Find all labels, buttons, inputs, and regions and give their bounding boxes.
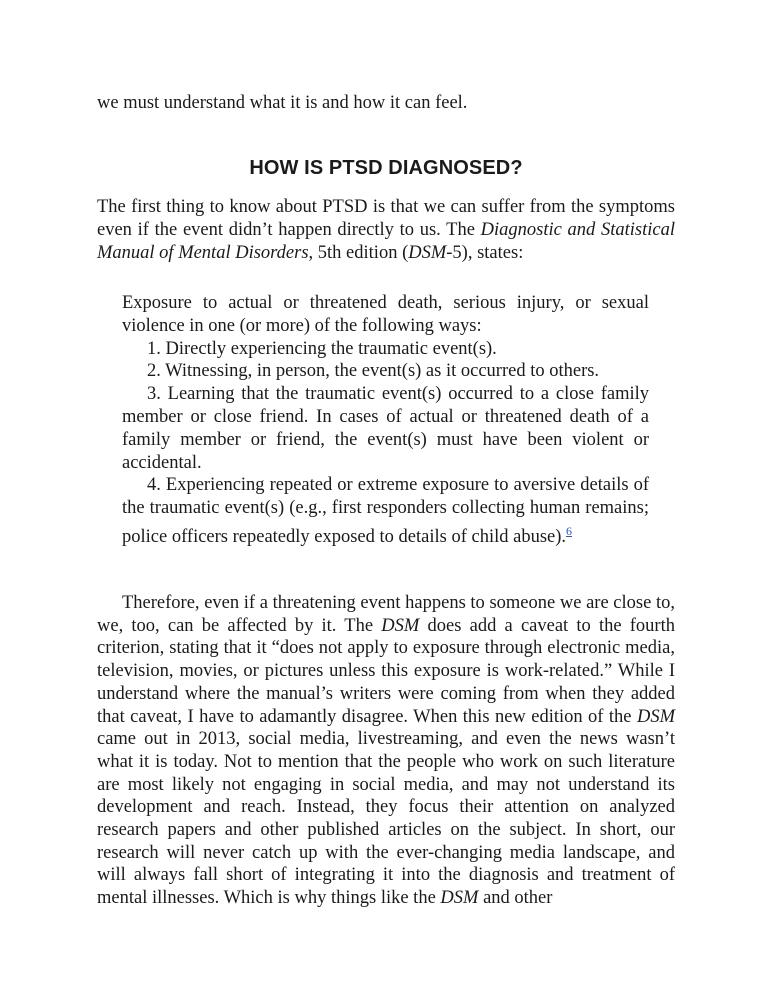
quote-lead: Exposure to actual or threatened death, serious injury, or sexual violence in one (or more) of the following ways: [122,293,649,336]
block-quote [122,292,649,549]
intro-text-3: -5), states: [446,243,524,263]
intro-text-1: The first thing to know about PTSD is that we can suffer from the symptoms even if the event didn’t happen directly to us. The [97,197,675,240]
body-paragraph [97,592,675,910]
manual-title: Diagnostic and Statistical Manual of Mental Disorders [97,220,675,263]
intro-text-2: , 5th edition ( [308,243,409,263]
footnote-marker [566,522,572,539]
dsm-reference-1: DSM [381,615,420,636]
body-text-1: Therefore, even if a threatening event happens to someone we are close to, we, too, can be affected by it. The [97,593,675,636]
dsm-reference-2: DSM [636,706,675,727]
criterion-item-3: 3. Learning that the traumatic event(s) occurred to a close family member or close friend. In cases of actual or threatened death of a family member or friend, the event(s) must have been violent or accidental. [122,384,649,473]
dsm-abbreviation: DSM [408,243,447,263]
continued-paragraph-end: we must understand what it is and how it can feel. [97,93,468,113]
criterion-item-2: 2. Witnessing, in person, the event(s) as it occurred to others. [147,361,600,382]
body-text-2: does add a caveat to the fourth criterion, stating that it “does not apply to exposure through electronic media, television, movies, or pictures unless this exposure is work-related.” While I understand where the manual’s writers were coming from when they added that caveat, I have to adamantly disagree. When this new edition of the [97,615,675,727]
body-text-4: and other [478,888,553,909]
body-text-3: came out in 2013, social media, livestreaming, and even the news wasn’t what it is today. Not to mention that the people who work on such literature are most likely not engaging in social media, and may not understand its development and reach. Instead, they focus their attention on analyzed research papers and other published articles on the subject. In short, our research will never catch up with the ever-changing media landscape, and will always fall short of integrating it into the diagnosis and treatment of mental illnesses. Which is why things like the [97,729,675,909]
criterion-item-4-text: 4. Experiencing repeated or extreme exposure to aversive details of the traumatic event(s) (e.g., first responders collecting human remains; police officers repeatedly exposed to details of child abuse). [122,475,649,548]
criterion-item-1: 1. Directly experiencing the traumatic event(s). [147,338,497,359]
criterion-item-4 [122,474,649,549]
footnote-link[interactable]: 6 [566,523,573,538]
section-heading: HOW IS PTSD DIAGNOSED? [249,157,523,179]
intro-paragraph [97,196,675,265]
dsm-reference-3: DSM [440,888,479,909]
